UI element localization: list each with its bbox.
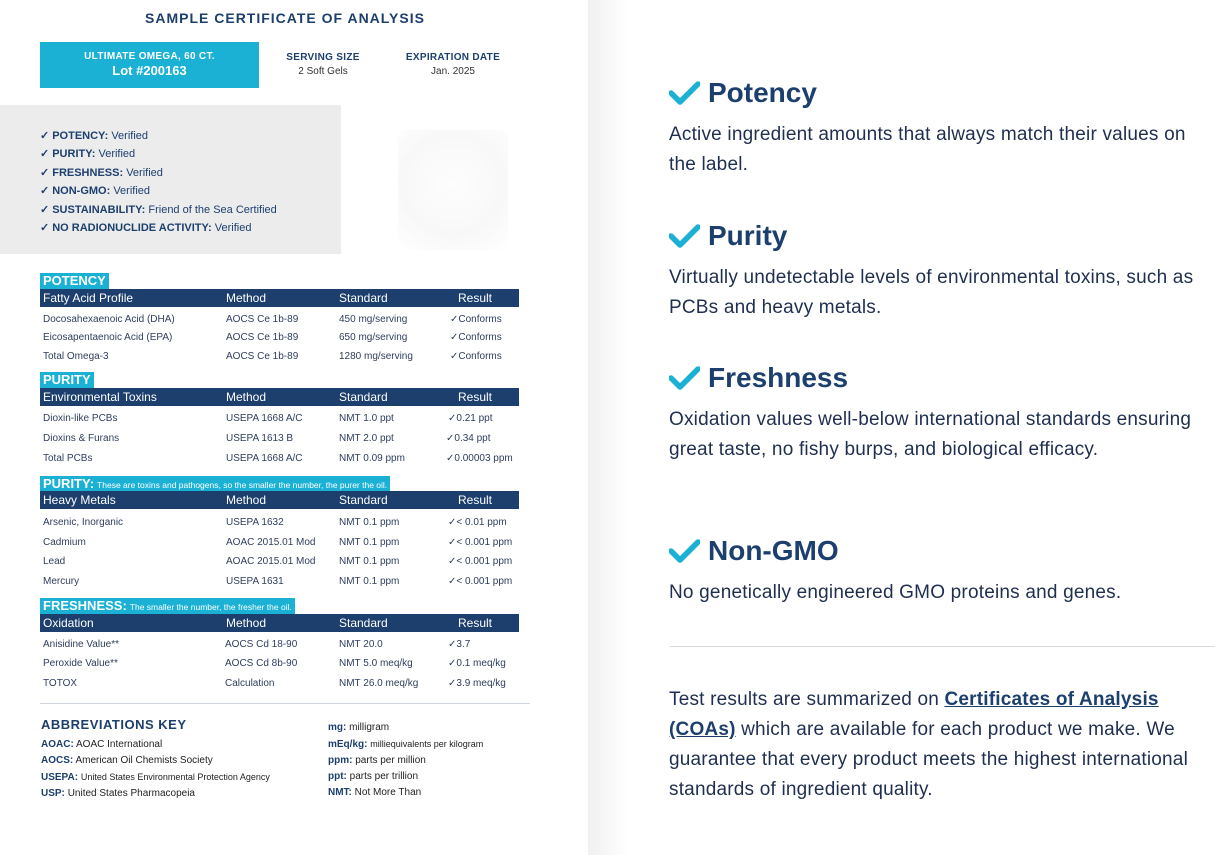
feature-description: Virtually undetectable levels of environmental toxins, such as PCBs and heavy metals. [669,267,1194,318]
abbr-item: AOCS: American Oil Chemists Society [41,755,213,766]
certificate-shadow [588,0,628,855]
expiration-date [398,52,508,77]
table-row: Lead AOAC 2015.01 Mod NMT 0.1 ppm ✓< 0.001 ppm [43,556,513,567]
abbr-item: AOAC: AOAC International [41,739,163,750]
table-row: Mercury USEPA 1631 NMT 0.1 ppm ✓< 0.001 ppm [43,576,513,587]
table-header: Environmental Toxins Method Standard Result [40,388,519,406]
feature-title: Potency [669,76,1199,110]
expiration-value: Jan. 2025 [431,66,475,77]
table-row: Total PCBs USEPA 1668 A/C NMT 0.09 ppm ✓0.00003 ppm [43,453,513,464]
feature-freshness [669,361,1199,465]
verified-item: ✓ FRESHNESS: Verified [40,166,163,179]
serving-size [282,52,364,77]
verified-item: ✓ NO RADIONUCLIDE ACTIVITY: Verified [40,222,252,235]
check-icon: ✓ [40,203,50,216]
lot-number: Lot #200163 [112,63,187,78]
abbr-item: mg: milligram [328,722,390,733]
feature-description: Oxidation values well-below international standards ensuring great taste, no fishy burps, and biological efficacy. [669,409,1192,460]
abbreviations-left [41,737,270,802]
checkmark-icon [669,366,700,390]
verified-item: ✓ SUSTAINABILITY: Friend of the Sea Certified [40,203,277,216]
table-row: Peroxide Value** AOCS Cd 8b-90 NMT 5.0 meq/kg ✓0.1 meq/kg [43,658,506,669]
table-header: Oxidation Method Standard Result [40,614,519,632]
feature-description: Active ingredient amounts that always match their values on the label. [669,124,1186,175]
check-icon: ✓ [40,130,50,142]
serving-size-value: 2 Soft Gels [298,66,348,77]
table-header: Heavy Metals Method Standard Result [40,491,519,509]
table-row: Cadmium AOAC 2015.01 Mod NMT 0.1 ppm ✓< 0.001 ppm [43,537,513,548]
check-icon: ✓ [40,222,50,235]
verified-item: ✓ NON-GMO: Verified [40,185,151,198]
abbr-item: USEPA: United States Environmental Protection Agency [41,772,270,783]
abbreviations-title: ABBREVIATIONS KEY [41,717,187,732]
divider [670,646,1215,647]
checkmark-icon [669,81,700,105]
checkmark-icon [669,539,700,563]
table-row: Dioxin-like PCBs USEPA 1668 A/C NMT 1.0 ppt ✓0.21 ppt [43,413,493,424]
abbr-item: USP: United States Pharmacopeia [41,788,195,799]
check-icon: ✓ [40,166,50,179]
coa-summary: Test results are summarized on Certificates of Analysis (COAs) which are available for each product we make. We guarantee that every product meets the highest international standards of ingredient quality. [669,689,1188,800]
check-icon: ✓ [40,185,50,198]
feature-title: Purity [669,219,1209,253]
abbr-item: ppt: parts per trillion [328,771,419,782]
divider [40,703,530,704]
feature-title: Freshness [669,361,1199,395]
table-row: Anisidine Value** AOCS Cd 18-90 NMT 20.0 ✓3.7 [43,639,471,650]
verified-item: ✓ PURITY: Verified [40,148,136,161]
feature-title: Non-GMO [669,534,1209,568]
feature-potency [669,76,1199,180]
product-name: ULTIMATE OMEGA, 60 CT. [84,51,215,62]
abbr-item: NMT: Not More Than [328,787,422,798]
abbreviations-right [328,720,483,801]
table-row: Docosahexaenoic Acid (DHA) AOCS Ce 1b-89 450 mg/serving ✓Conforms [43,314,502,325]
table-row: Arsenic, Inorganic USEPA 1632 NMT 0.1 ppm ✓< 0.01 ppm [43,517,507,528]
section-tag-purity-heavy-metals: PURITY: These are toxins and pathogens, so the smaller the number, the purer the oil. [40,476,390,492]
abbr-item: mEq/kg: milliequivalents per kilogram [328,739,484,750]
section-tag-freshness: FRESHNESS: The smaller the number, the fresher the oil. [40,598,295,614]
seal-placeholder [398,130,508,250]
check-icon: ✓ [40,148,50,161]
product-box [40,42,259,88]
table-row: TOTOX Calculation NMT 26.0 meq/kg ✓3.9 meq/kg [43,678,506,689]
table-row: Eicosapentaenoic Acid (EPA) AOCS Ce 1b-89 650 mg/serving ✓Conforms [43,332,502,343]
certificate-of-analysis [0,0,588,855]
section-tag-potency: POTENCY [40,273,109,289]
checkmark-icon [669,224,700,248]
verified-item: ✓ POTENCY: Verified [40,130,149,142]
coa-link[interactable]: Certificates of Analysis (COAs) [669,689,1159,740]
table-header: Fatty Acid Profile Method Standard Result [40,289,519,307]
section-tag-purity: PURITY [40,372,94,388]
serving-size-label: SERVING SIZE [286,52,360,63]
feature-description: No genetically engineered GMO proteins and genes. [669,582,1122,603]
feature-purity [669,219,1209,323]
certificate-title: SAMPLE CERTIFICATE OF ANALYSIS [145,10,425,26]
expiration-label: EXPIRATION DATE [405,52,501,63]
verification-summary [0,105,341,254]
abbr-item: ppm: parts per million [328,755,426,766]
feature-non-gmo [669,534,1209,608]
table-row: Dioxins & Furans USEPA 1613 B NMT 2.0 ppt ✓0.34 ppt [43,433,491,444]
table-row: Total Omega-3 AOCS Ce 1b-89 1280 mg/serving ✓Conforms [43,351,502,362]
